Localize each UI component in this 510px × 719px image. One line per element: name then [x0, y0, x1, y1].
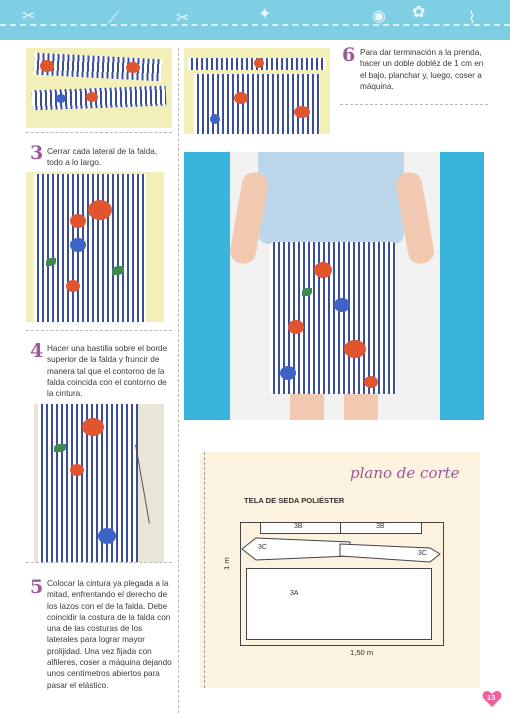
left-leg: [290, 394, 324, 420]
pincushion-icon: ✿: [412, 4, 426, 21]
step-3-number: 3: [30, 142, 44, 164]
width-label: 1,50 m: [350, 648, 374, 657]
right-leg: [344, 394, 378, 420]
piece-3c-left-label: 3C: [258, 544, 267, 551]
piece-3a: [246, 568, 432, 640]
piece-3a-label: 3A: [290, 590, 299, 597]
needle-icon: ⟋: [108, 10, 120, 27]
step-3-photo: [26, 172, 164, 322]
step-4-text: Hacer una bastilla sobre el borde superior de la falda y fruncir de manera tal que el contorno de la falda coincida con el contorno de la cintura.: [47, 344, 168, 399]
height-label: 1 m: [222, 557, 231, 570]
ties-drawing: [240, 532, 442, 566]
step-separator: [340, 104, 488, 105]
step-5-text: Colocar la cintura ya plegada a la mitad, enfrentando el derecho de los lazos con el de la falda. Debe coincidir la costura de la falda con una de las costuras de los laterales para lograr mayor prolijidad. Una vez fijada con alfileres, coser a máquina dejando unos centímetros abiertos para pasar el elástico.: [47, 579, 172, 690]
scissors-icon: ✂: [176, 10, 190, 27]
skirt-fabric: [194, 74, 320, 134]
step-6-text: Para dar terminación a la prenda, hacer un doble dobléz de 1 cm en el bajo, planchar y, luego, coser a máquina.: [360, 48, 484, 91]
blouse: [258, 152, 404, 244]
top-decorative-band: [0, 0, 510, 40]
button-icon: ◉: [372, 8, 386, 25]
step-6-photo: [184, 48, 330, 134]
piece-3c-right-label: 3C: [418, 550, 427, 557]
piece-3b-right-label: 3B: [376, 523, 385, 530]
step-4-photo: [34, 404, 164, 562]
thread-icon: ✦: [258, 6, 272, 23]
fabric-label: TELA DE SEDA POLIÉSTER: [244, 496, 345, 505]
page-number: 13: [487, 693, 496, 702]
model-photo: [184, 152, 484, 420]
step-separator: [26, 330, 172, 331]
plan-title: plano de corte: [350, 464, 460, 482]
stitch-line: [0, 24, 510, 26]
step-3-text: Cerrar cada lateral de la falda, todo a lo largo.: [47, 147, 158, 168]
sewing-machine-icon: ✂: [22, 8, 36, 25]
fabric-strip: [32, 86, 167, 111]
cutting-plan: [200, 452, 480, 688]
step-6-number: 6: [342, 44, 356, 66]
spool-icon: ⌇: [468, 10, 476, 27]
piece-3b-left-label: 3B: [294, 523, 303, 530]
plan-edge-line: [204, 452, 205, 688]
step-separator: [26, 132, 172, 133]
step-separator: [26, 562, 172, 563]
column-separator: [178, 48, 179, 713]
skirt-fabric: [34, 174, 146, 322]
step-4-number: 4: [30, 340, 44, 362]
page-number-badge: [482, 690, 502, 708]
step-2-photo: [26, 48, 172, 128]
step-5-number: 5: [30, 576, 44, 598]
